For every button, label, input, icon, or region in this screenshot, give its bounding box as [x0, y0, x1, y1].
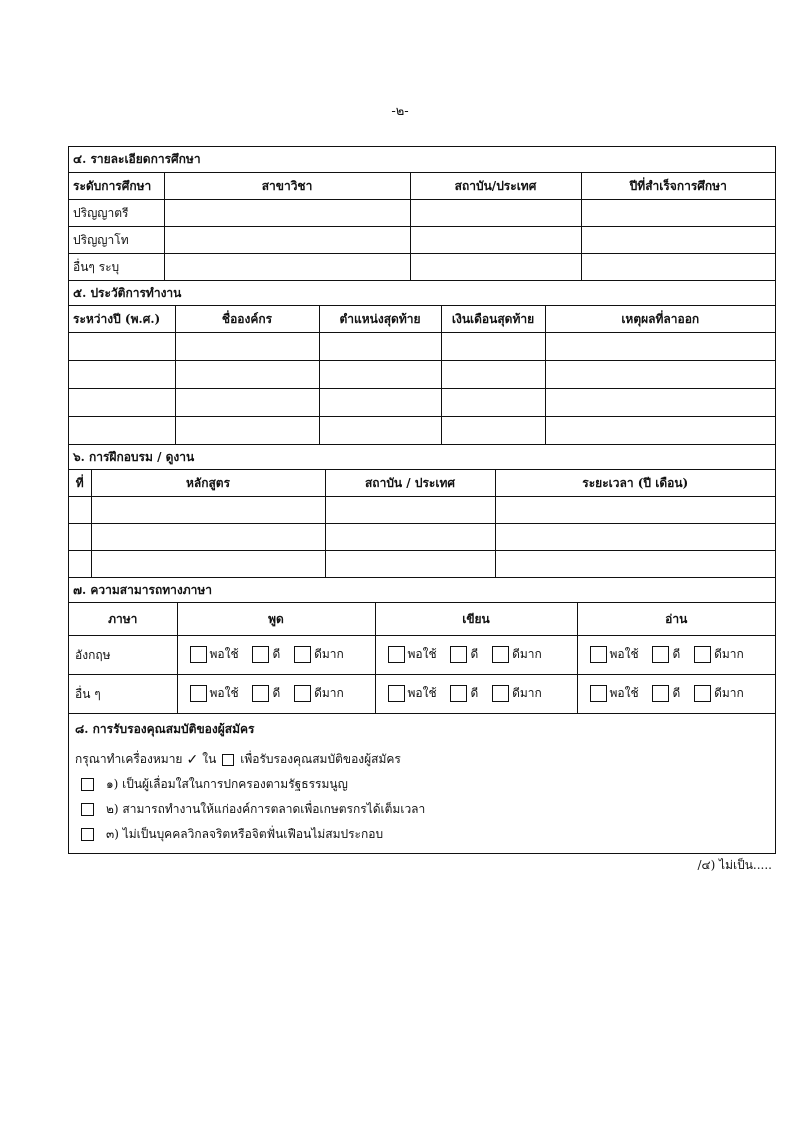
training-header-course: หลักสูตร — [91, 470, 325, 497]
education-row-bachelor — [69, 200, 775, 227]
checkbox[interactable] — [294, 685, 311, 702]
checkbox[interactable] — [252, 646, 269, 663]
checkbox[interactable] — [590, 685, 607, 702]
option-fair: พอใช้ — [209, 646, 239, 661]
option-good: ดี — [672, 685, 681, 700]
education-row-master — [69, 227, 775, 254]
education-institution-field[interactable] — [410, 227, 581, 254]
work-row — [69, 417, 775, 445]
certification-item-label: ๒) สามารถทำงานให้แก่องค์การตลาดเพื่อเกษตรกรได้เต็มเวลา — [106, 802, 426, 816]
option-fair: พอใช้ — [209, 685, 239, 700]
work-organization-field[interactable] — [175, 389, 319, 417]
education-institution-field[interactable] — [410, 254, 581, 281]
application-form-page-2 — [68, 146, 776, 854]
checkbox[interactable] — [694, 685, 711, 702]
option-excellent: ดีมาก — [512, 646, 542, 661]
education-year-field[interactable] — [581, 227, 775, 254]
training-institution-field[interactable] — [325, 551, 495, 578]
checkbox[interactable] — [252, 685, 269, 702]
work-organization-field[interactable] — [175, 333, 319, 361]
education-major-field[interactable] — [164, 200, 410, 227]
checkbox[interactable] — [388, 646, 405, 663]
work-reason-field[interactable] — [545, 417, 775, 445]
work-header-period: ระหว่างปี (พ.ศ.) — [69, 306, 175, 333]
education-section-title: ๔. รายละเอียดการศึกษา — [69, 147, 775, 173]
checkbox[interactable] — [294, 646, 311, 663]
education-row-other — [69, 254, 775, 281]
option-excellent: ดีมาก — [314, 685, 344, 700]
speak-options — [177, 636, 375, 675]
work-row — [69, 333, 775, 361]
checkbox[interactable] — [590, 646, 607, 663]
training-institution-field[interactable] — [325, 497, 495, 524]
option-fair: พอใช้ — [407, 685, 437, 700]
read-options — [577, 675, 775, 714]
work-header-organization: ชื่อองค์กร — [175, 306, 319, 333]
work-section-title: ๕. ประวัติการทำงาน — [69, 280, 775, 306]
language-header-read: อ่าน — [577, 603, 775, 636]
work-period-field[interactable] — [69, 417, 175, 445]
option-excellent: ดีมาก — [714, 646, 744, 661]
work-period-field[interactable] — [69, 333, 175, 361]
certification-item — [75, 797, 769, 822]
training-no-field[interactable] — [69, 524, 91, 551]
training-duration-field[interactable] — [495, 524, 775, 551]
training-row — [69, 551, 775, 578]
education-level-label: ปริญญาตรี — [69, 200, 164, 227]
work-salary-field[interactable] — [441, 333, 545, 361]
training-institution-field[interactable] — [325, 524, 495, 551]
language-header-speak: พูด — [177, 603, 375, 636]
checkbox[interactable] — [81, 778, 94, 791]
checkbox[interactable] — [450, 685, 467, 702]
checkbox[interactable] — [450, 646, 467, 663]
training-duration-field[interactable] — [495, 497, 775, 524]
education-header-institution: สถาบัน/ประเทศ — [410, 173, 581, 200]
training-row — [69, 497, 775, 524]
education-major-field[interactable] — [164, 254, 410, 281]
checkbox[interactable] — [492, 685, 509, 702]
language-name: อื่น ๆ — [69, 675, 177, 714]
work-salary-field[interactable] — [441, 361, 545, 389]
work-position-field[interactable] — [319, 389, 441, 417]
training-duration-field[interactable] — [495, 551, 775, 578]
training-header-duration: ระยะเวลา (ปี เดือน) — [495, 470, 775, 497]
option-excellent: ดีมาก — [314, 646, 344, 661]
checkbox[interactable] — [652, 685, 669, 702]
work-header-reason: เหตุผลที่ลาออก — [545, 306, 775, 333]
write-options — [375, 675, 577, 714]
language-table — [69, 603, 775, 713]
option-fair: พอใช้ — [609, 685, 639, 700]
certification-item — [75, 772, 769, 797]
option-good: ดี — [272, 646, 281, 661]
work-header-salary: เงินเดือนสุดท้าย — [441, 306, 545, 333]
education-header-major: สาขาวิชา — [164, 173, 410, 200]
training-course-field[interactable] — [91, 524, 325, 551]
language-header-language: ภาษา — [69, 603, 177, 636]
training-no-field[interactable] — [69, 551, 91, 578]
education-level-label: อื่นๆ ระบุ — [69, 254, 164, 281]
option-fair: พอใช้ — [609, 646, 639, 661]
sample-checkbox-icon — [222, 754, 234, 766]
language-section-title: ๗. ความสามารถทางภาษา — [69, 577, 775, 603]
training-course-field[interactable] — [91, 551, 325, 578]
checkbox[interactable] — [694, 646, 711, 663]
instruction-suffix: เพื่อรับรองคุณสมบัติของผู้สมัคร — [240, 752, 401, 766]
work-period-field[interactable] — [69, 389, 175, 417]
work-organization-field[interactable] — [175, 417, 319, 445]
education-institution-field[interactable] — [410, 200, 581, 227]
education-table — [69, 173, 775, 280]
option-good: ดี — [470, 646, 479, 661]
instruction-in: ใน — [202, 752, 217, 766]
read-options — [577, 636, 775, 675]
certification-section — [69, 713, 775, 853]
work-organization-field[interactable] — [175, 361, 319, 389]
work-salary-field[interactable] — [441, 389, 545, 417]
work-reason-field[interactable] — [545, 389, 775, 417]
language-header-write: เขียน — [375, 603, 577, 636]
work-row — [69, 389, 775, 417]
option-good: ดี — [672, 646, 681, 661]
education-level-label: ปริญญาโท — [69, 227, 164, 254]
training-header-institution: สถาบัน / ประเทศ — [325, 470, 495, 497]
language-name: อังกฤษ — [69, 636, 177, 675]
speak-options — [177, 675, 375, 714]
work-position-field[interactable] — [319, 361, 441, 389]
training-course-field[interactable] — [91, 497, 325, 524]
option-good: ดี — [272, 685, 281, 700]
checkbox[interactable] — [190, 646, 207, 663]
instruction-prefix: กรุณาทำเครื่องหมาย — [75, 752, 183, 766]
training-table — [69, 470, 775, 577]
education-major-field[interactable] — [164, 227, 410, 254]
work-period-field[interactable] — [69, 361, 175, 389]
checkbox[interactable] — [81, 803, 94, 816]
work-reason-field[interactable] — [545, 333, 775, 361]
certification-item — [75, 822, 769, 847]
certification-instruction — [75, 747, 769, 772]
language-row-english — [69, 636, 775, 675]
work-salary-field[interactable] — [441, 417, 545, 445]
checkbox[interactable] — [190, 685, 207, 702]
training-no-field[interactable] — [69, 497, 91, 524]
education-year-field[interactable] — [581, 254, 775, 281]
work-history-table — [69, 306, 775, 444]
checkbox[interactable] — [81, 828, 94, 841]
option-excellent: ดีมาก — [512, 685, 542, 700]
checkbox[interactable] — [388, 685, 405, 702]
write-options — [375, 636, 577, 675]
check-mark-icon: ✓ — [186, 751, 199, 768]
work-reason-field[interactable] — [545, 361, 775, 389]
work-position-field[interactable] — [319, 417, 441, 445]
education-year-field[interactable] — [581, 200, 775, 227]
work-header-position: ตำแหน่งสุดท้าย — [319, 306, 441, 333]
checkbox[interactable] — [492, 646, 509, 663]
work-position-field[interactable] — [319, 333, 441, 361]
page-number: -๒- — [391, 104, 409, 119]
training-row — [69, 524, 775, 551]
option-excellent: ดีมาก — [714, 685, 744, 700]
language-row-other — [69, 675, 775, 714]
education-header-year: ปีที่สำเร็จการศึกษา — [581, 173, 775, 200]
continuation-note: /๔) ไม่เป็น..... — [697, 858, 772, 872]
education-header-level: ระดับการศึกษา — [69, 173, 164, 200]
option-fair: พอใช้ — [407, 646, 437, 661]
certification-title: ๘. การรับรองคุณสมบัติของผู้สมัคร — [75, 722, 255, 736]
checkbox[interactable] — [652, 646, 669, 663]
option-good: ดี — [470, 685, 479, 700]
training-header-no: ที่ — [69, 470, 91, 497]
work-row — [69, 361, 775, 389]
training-section-title: ๖. การฝึกอบรม / ดูงาน — [69, 444, 775, 470]
certification-item-label: ๑) เป็นผู้เลื่อมใสในการปกครองตามรัฐธรรมนูญ — [106, 777, 348, 791]
certification-item-label: ๓) ไม่เป็นบุคคลวิกลจริตหรือจิตฟั่นเฟือนไม่สมประกอบ — [106, 827, 384, 841]
